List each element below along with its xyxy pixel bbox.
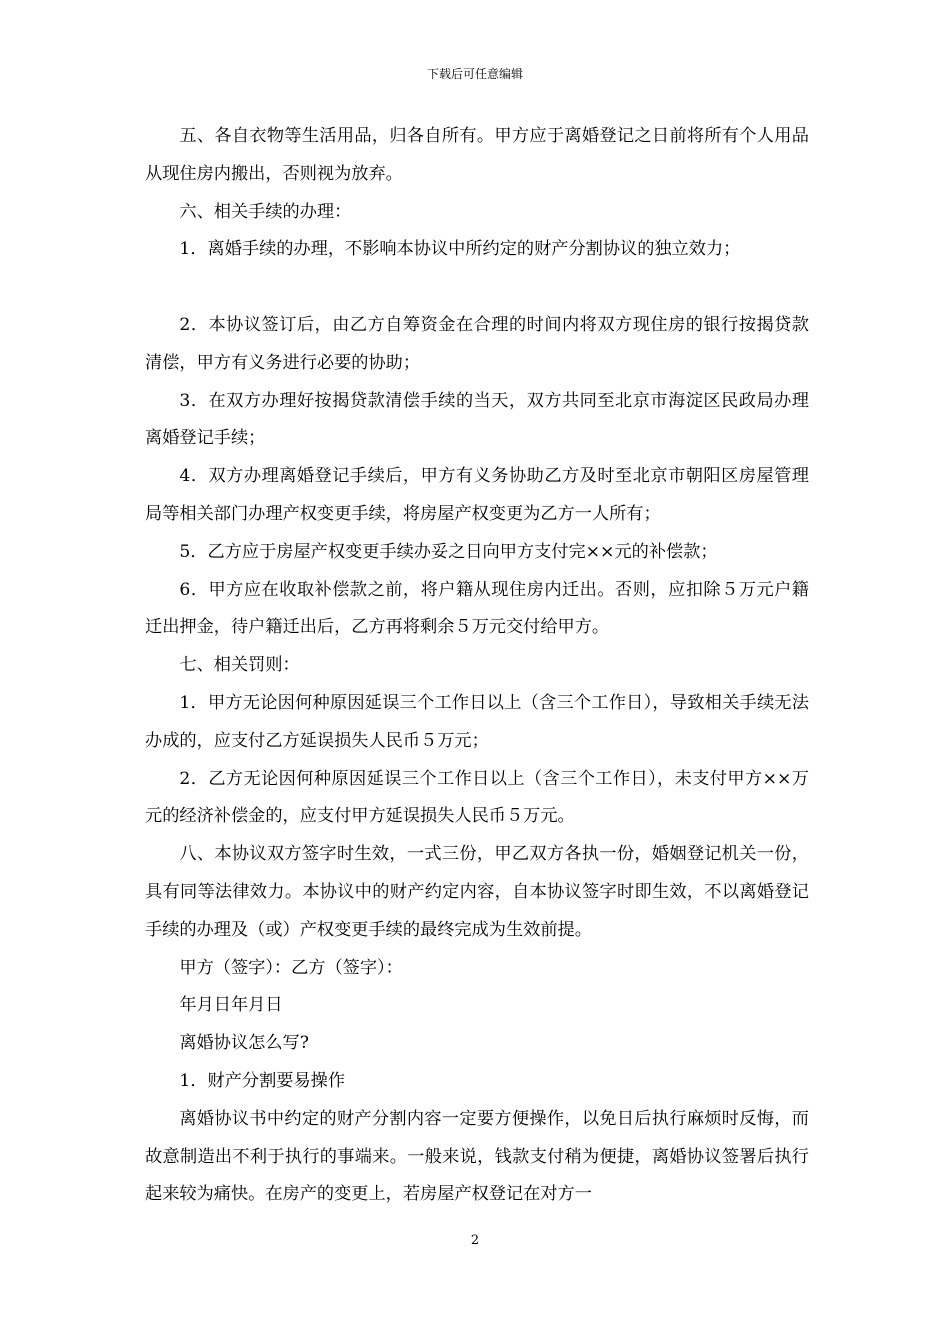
paragraph-7-1: 1．甲方无论因何种原因延误三个工作日以上（含三个工作日），导致相关手续无法办成的，应支付乙方延误损失人民币５万元； [145,692,809,751]
document-body [145,118,809,1214]
subheading-how-to-write: 离婚协议怎么写? [179,1033,309,1054]
page-number: 2 [470,1233,480,1248]
date-line: 年月日年月日 [179,995,283,1016]
blank-line [145,269,809,307]
paragraph-6-5: 5．乙方应于房屋产权变更手续办妥之日向甲方支付完××元的补偿款； [179,541,718,562]
paragraph-6-2: 2．本协议签订后，由乙方自筹资金在合理的时间内将双方现住房的银行按揭贷款清偿，甲方有义务进行必要的协助； [145,314,809,373]
section-6-heading: 六、相关手续的办理： [179,201,352,222]
paragraph-5-personal-items: 五、各自衣物等生活用品，归各自所有。甲方应于离婚登记之日前将所有个人用品从现住房内搬出，否则视为放弃。 [145,126,809,184]
signature-line: 甲方（签字）：乙方（签字）： [179,957,403,978]
paragraph-property-division: 离婚协议书中约定的财产分割内容一定要方便操作，以免日后执行麻烦时反悔，而故意制造出不利于执行的事端来。一般来说，钱款支付稍为便捷，离婚协议签署后执行起来较为痛快。在房产的变更上，若房屋产权登记在对方一 [145,1108,809,1205]
paragraph-6-4: 4．双方办理离婚登记手续后，甲方有义务协助乙方及时至北京市朝阳区房屋管理局等相关部门办理产权变更手续，将房屋产权变更为乙方一人所有； [145,466,809,524]
subheading-property-division: 1．财产分割要易操作 [179,1070,346,1091]
paragraph-8-effectiveness: 八、本协议双方签字时生效，一式三份，甲乙双方各执一份，婚姻登记机关一份，具有同等法律效力。本协议中的财产约定内容，自本协议签字时即生效，不以离婚登记手续的办理及（或）产权变更手续的最终完成为生效前提。 [145,844,809,940]
page-header: 下载后可任意编辑 [426,67,523,81]
paragraph-7-2: 2．乙方无论因何种原因延误三个工作日以上（含三个工作日），未支付甲方××万元的经济补偿金的，应支付甲方延误损失人民币５万元。 [145,768,809,827]
paragraph-6-6: 6．甲方应在收取补偿款之前，将户籍从现住房内迁出。否则，应扣除５万元户籍迁出押金，待户籍迁出后，乙方再将剩余５万元交付给甲方。 [145,579,809,638]
paragraph-6-1: 1．离婚手续的办理，不影响本协议中所约定的财产分割协议的独立效力； [179,239,741,260]
section-7-heading: 七、相关罚则： [179,655,300,676]
paragraph-6-3: 3．在双方办理好按揭贷款清偿手续的当天，双方共同至北京市海淀区民政局办理离婚登记手续； [145,390,809,449]
